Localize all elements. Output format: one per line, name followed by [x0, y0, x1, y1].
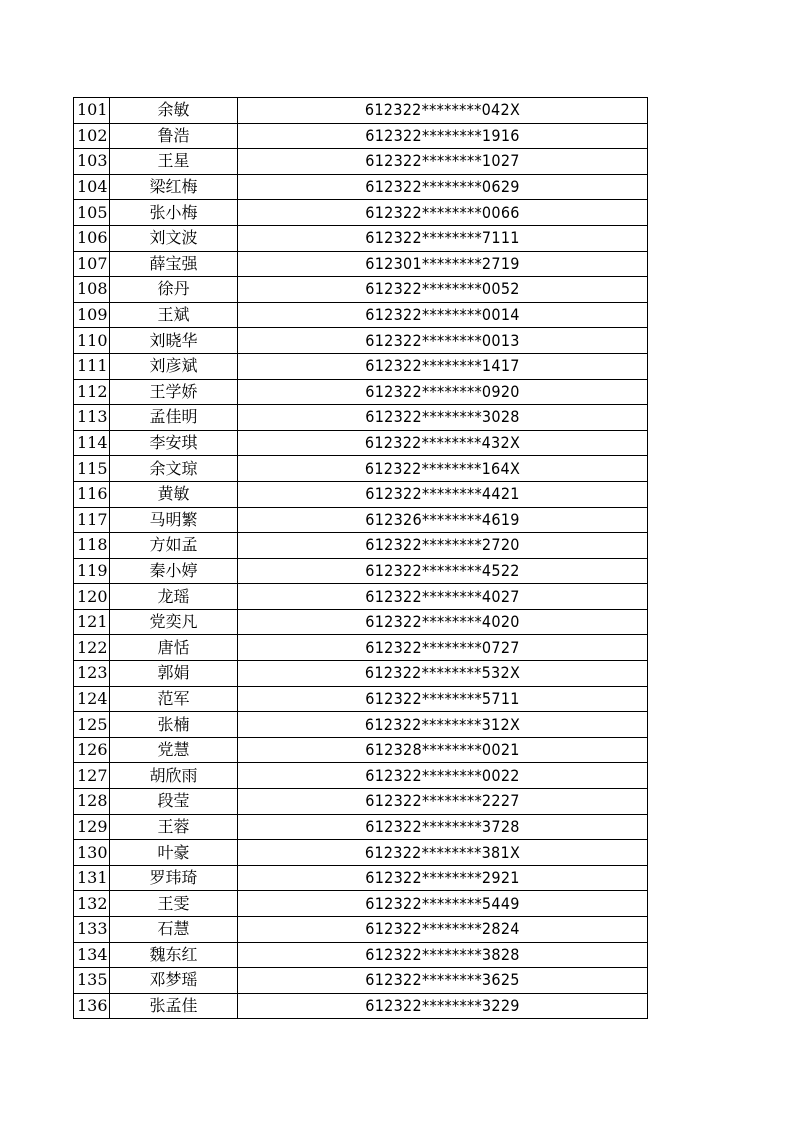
id-number-cell: 612322********1916 — [238, 123, 648, 149]
row-number-cell: 117 — [74, 507, 110, 533]
id-number-cell: 612322********3728 — [238, 814, 648, 840]
id-number-cell: 612322********2921 — [238, 865, 648, 891]
row-number-cell: 104 — [74, 174, 110, 200]
row-number-cell: 107 — [74, 251, 110, 277]
row-number-cell: 129 — [74, 814, 110, 840]
name-cell: 王蓉 — [110, 814, 238, 840]
name-cell: 郭娟 — [110, 661, 238, 687]
id-number-cell: 612322********3625 — [238, 968, 648, 994]
name-cell: 余敏 — [110, 98, 238, 124]
table-row — [74, 174, 648, 200]
table-row — [74, 200, 648, 226]
id-number-cell: 612322********4020 — [238, 609, 648, 635]
name-cell: 孟佳明 — [110, 405, 238, 431]
table-row — [74, 149, 648, 175]
name-cell: 余文琼 — [110, 456, 238, 482]
name-cell: 刘晓华 — [110, 328, 238, 354]
table-row — [74, 507, 648, 533]
row-number-cell: 135 — [74, 968, 110, 994]
name-cell: 魏东红 — [110, 942, 238, 968]
table-row — [74, 481, 648, 507]
row-number-cell: 127 — [74, 763, 110, 789]
row-number-cell: 116 — [74, 481, 110, 507]
id-number-cell: 612322********3229 — [238, 993, 648, 1019]
id-number-cell: 612322********2720 — [238, 533, 648, 559]
id-number-cell: 612322********2824 — [238, 917, 648, 943]
table-row — [74, 942, 648, 968]
table-row — [74, 379, 648, 405]
id-number-cell: 612322********0052 — [238, 277, 648, 303]
id-number-cell: 612322********5711 — [238, 686, 648, 712]
name-cell: 叶豪 — [110, 840, 238, 866]
row-number-cell: 106 — [74, 225, 110, 251]
id-number-cell: 612322********0629 — [238, 174, 648, 200]
name-cell: 张孟佳 — [110, 993, 238, 1019]
id-number-cell: 612322********1027 — [238, 149, 648, 175]
table-row — [74, 814, 648, 840]
id-number-cell: 612322********042X — [238, 98, 648, 124]
table-row — [74, 789, 648, 815]
table-row — [74, 865, 648, 891]
id-number-cell: 612322********3828 — [238, 942, 648, 968]
table-row — [74, 891, 648, 917]
id-number-cell: 612322********312X — [238, 712, 648, 738]
id-number-cell: 612322********4027 — [238, 584, 648, 610]
table-row — [74, 225, 648, 251]
table-row — [74, 635, 648, 661]
row-number-cell: 114 — [74, 430, 110, 456]
table-row — [74, 993, 648, 1019]
row-number-cell: 102 — [74, 123, 110, 149]
id-number-cell: 612322********0066 — [238, 200, 648, 226]
id-number-cell: 612322********0727 — [238, 635, 648, 661]
id-number-cell: 612301********2719 — [238, 251, 648, 277]
table-row — [74, 686, 648, 712]
table-row — [74, 558, 648, 584]
table-row — [74, 737, 648, 763]
id-number-cell: 612322********4522 — [238, 558, 648, 584]
row-number-cell: 108 — [74, 277, 110, 303]
table-row — [74, 533, 648, 559]
id-number-cell: 612326********4619 — [238, 507, 648, 533]
id-number-cell: 612322********381X — [238, 840, 648, 866]
name-cell: 刘彦斌 — [110, 353, 238, 379]
table-row — [74, 584, 648, 610]
name-cell: 鲁浩 — [110, 123, 238, 149]
id-number-cell: 612322********2227 — [238, 789, 648, 815]
id-number-cell: 612322********1417 — [238, 353, 648, 379]
table-row — [74, 405, 648, 431]
row-number-cell: 118 — [74, 533, 110, 559]
row-number-cell: 121 — [74, 609, 110, 635]
name-cell: 秦小婷 — [110, 558, 238, 584]
table-row — [74, 302, 648, 328]
row-number-cell: 136 — [74, 993, 110, 1019]
table-row — [74, 430, 648, 456]
id-number-cell: 612322********4421 — [238, 481, 648, 507]
name-cell: 罗玮琦 — [110, 865, 238, 891]
table-row — [74, 840, 648, 866]
table-row — [74, 763, 648, 789]
table-row — [74, 661, 648, 687]
name-cell: 张楠 — [110, 712, 238, 738]
row-number-cell: 132 — [74, 891, 110, 917]
name-cell: 党慧 — [110, 737, 238, 763]
id-number-cell: 612322********164X — [238, 456, 648, 482]
name-cell: 马明繁 — [110, 507, 238, 533]
name-cell: 王星 — [110, 149, 238, 175]
table-row — [74, 328, 648, 354]
row-number-cell: 126 — [74, 737, 110, 763]
table-row — [74, 277, 648, 303]
row-number-cell: 124 — [74, 686, 110, 712]
row-number-cell: 122 — [74, 635, 110, 661]
name-cell: 李安琪 — [110, 430, 238, 456]
id-number-cell: 612322********0022 — [238, 763, 648, 789]
row-number-cell: 115 — [74, 456, 110, 482]
row-number-cell: 112 — [74, 379, 110, 405]
row-number-cell: 128 — [74, 789, 110, 815]
table-row — [74, 123, 648, 149]
id-number-cell: 612322********432X — [238, 430, 648, 456]
name-cell: 石慧 — [110, 917, 238, 943]
row-number-cell: 130 — [74, 840, 110, 866]
name-cell: 党奕凡 — [110, 609, 238, 635]
name-cell: 唐恬 — [110, 635, 238, 661]
id-number-cell: 612322********532X — [238, 661, 648, 687]
name-cell: 梁红梅 — [110, 174, 238, 200]
row-number-cell: 103 — [74, 149, 110, 175]
name-cell: 王斌 — [110, 302, 238, 328]
table-row — [74, 917, 648, 943]
name-cell: 邓梦瑶 — [110, 968, 238, 994]
name-cell: 薛宝强 — [110, 251, 238, 277]
row-number-cell: 111 — [74, 353, 110, 379]
table-row — [74, 98, 648, 124]
row-number-cell: 119 — [74, 558, 110, 584]
table-row — [74, 353, 648, 379]
name-cell: 王学娇 — [110, 379, 238, 405]
name-cell: 刘文波 — [110, 225, 238, 251]
name-cell: 范军 — [110, 686, 238, 712]
row-number-cell: 109 — [74, 302, 110, 328]
row-number-cell: 133 — [74, 917, 110, 943]
id-number-cell: 612322********5449 — [238, 891, 648, 917]
table-row — [74, 968, 648, 994]
name-cell: 黄敏 — [110, 481, 238, 507]
id-number-cell: 612328********0021 — [238, 737, 648, 763]
table-row — [74, 456, 648, 482]
row-number-cell: 113 — [74, 405, 110, 431]
name-cell: 龙瑶 — [110, 584, 238, 610]
id-number-cell: 612322********0014 — [238, 302, 648, 328]
row-number-cell: 120 — [74, 584, 110, 610]
name-cell: 段莹 — [110, 789, 238, 815]
id-number-cell: 612322********0013 — [238, 328, 648, 354]
roster-body — [74, 98, 648, 1019]
row-number-cell: 123 — [74, 661, 110, 687]
row-number-cell: 134 — [74, 942, 110, 968]
row-number-cell: 110 — [74, 328, 110, 354]
table-row — [74, 251, 648, 277]
id-number-cell: 612322********0920 — [238, 379, 648, 405]
row-number-cell: 101 — [74, 98, 110, 124]
name-cell: 方如孟 — [110, 533, 238, 559]
name-cell: 胡欣雨 — [110, 763, 238, 789]
table-row — [74, 609, 648, 635]
roster-table — [73, 97, 648, 1019]
table-row — [74, 712, 648, 738]
id-number-cell: 612322********3028 — [238, 405, 648, 431]
id-number-cell: 612322********7111 — [238, 225, 648, 251]
row-number-cell: 131 — [74, 865, 110, 891]
row-number-cell: 105 — [74, 200, 110, 226]
name-cell: 徐丹 — [110, 277, 238, 303]
name-cell: 张小梅 — [110, 200, 238, 226]
row-number-cell: 125 — [74, 712, 110, 738]
name-cell: 王雯 — [110, 891, 238, 917]
